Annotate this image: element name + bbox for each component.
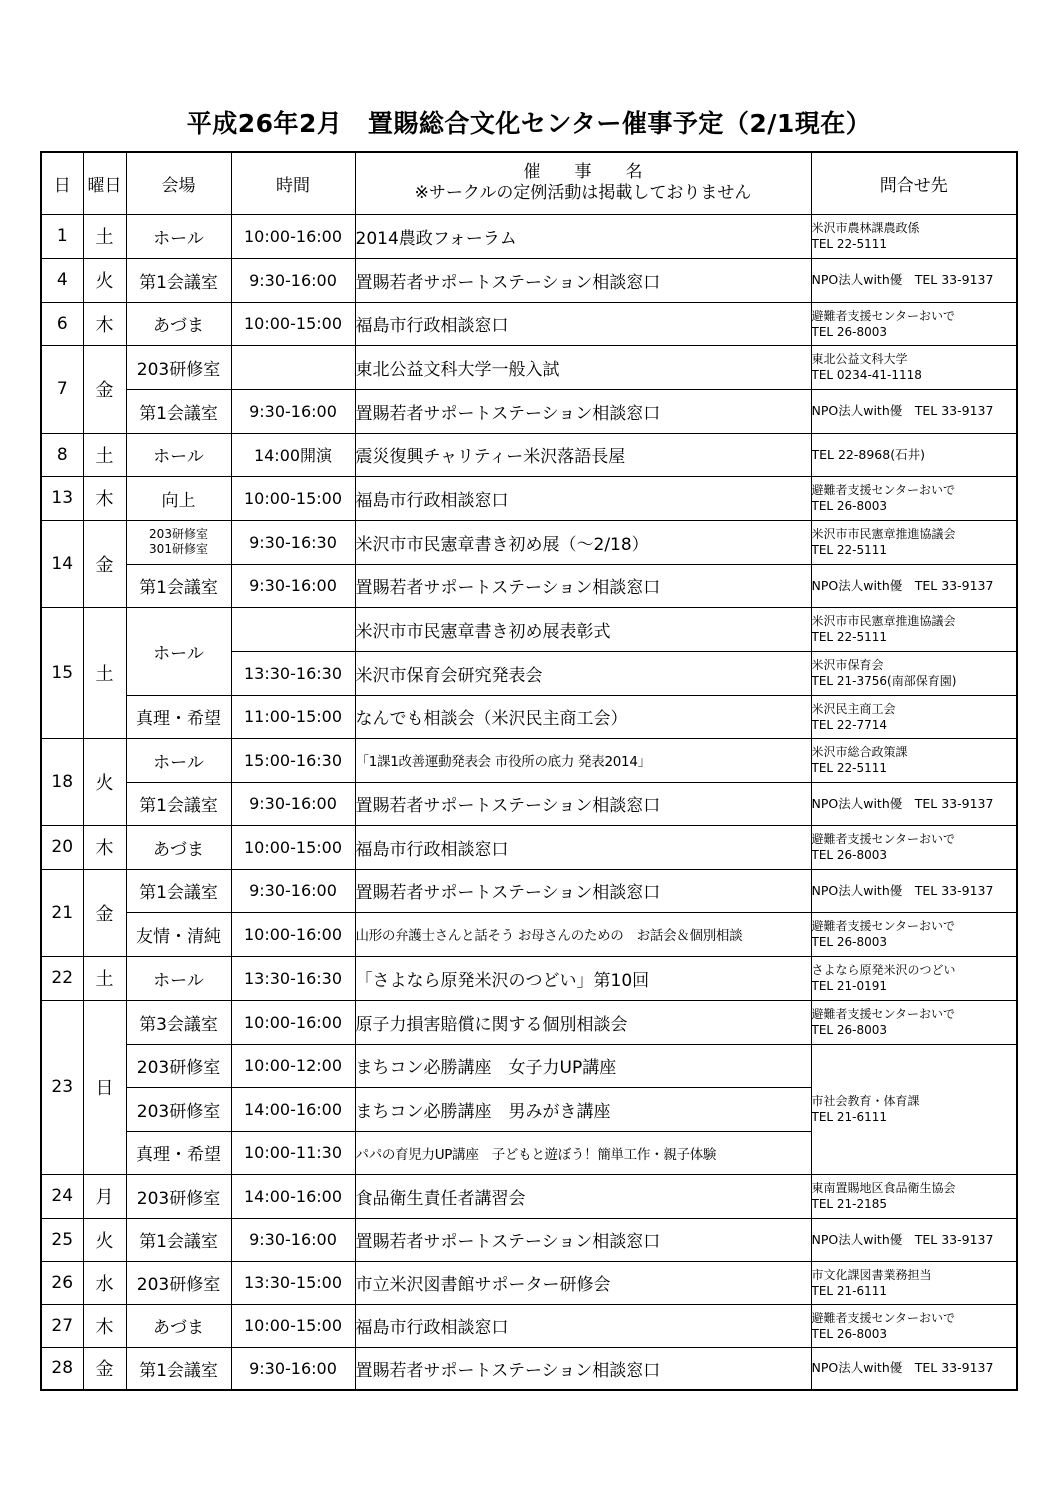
weekday-cell: 金 <box>83 345 126 433</box>
time-cell: 10:00-15:00 <box>231 1304 355 1347</box>
contact-name: 東南置賜地区食品衛生協会 <box>811 1181 956 1195</box>
time-cell: 11:00-15:00 <box>231 695 355 738</box>
event-cell: 原子力損害賠償に関する個別相談会 <box>355 1000 811 1044</box>
event-cell: 置賜若者サポートステーション相談窓口 <box>355 782 811 825</box>
contact-name: 米沢市農林課農政係 <box>811 221 920 235</box>
table-row <box>41 1174 1017 1218</box>
table-row <box>41 1261 1017 1304</box>
venue-cell: 203研修室 <box>126 345 231 389</box>
time-cell: 9:30-16:00 <box>231 1218 355 1261</box>
time-cell: 9:30-16:00 <box>231 258 355 302</box>
contact-cell <box>811 607 1017 651</box>
venue-cell <box>126 520 231 564</box>
event-cell: なんでも相談会（米沢民主商工会） <box>355 695 811 738</box>
weekday-cell: 木 <box>83 1304 126 1347</box>
day-cell: 27 <box>41 1304 83 1347</box>
weekday-cell: 土 <box>83 607 126 738</box>
venue-cell: ホール <box>126 738 231 782</box>
table-row <box>41 912 1017 956</box>
time-cell: 15:00-16:30 <box>231 738 355 782</box>
contact-cell <box>811 214 1017 258</box>
event-cell: 「1課1改善運動発表会 市役所の底力 発表2014」 <box>355 738 811 782</box>
contact-cell <box>811 956 1017 1000</box>
venue-cell: 203研修室 <box>126 1261 231 1304</box>
table-row <box>41 389 1017 433</box>
time-cell: 10:00-16:00 <box>231 214 355 258</box>
contact-cell <box>811 738 1017 782</box>
time-cell <box>231 345 355 389</box>
day-cell: 15 <box>41 607 83 738</box>
contact-cell <box>811 1000 1017 1044</box>
time-cell: 9:30-16:30 <box>231 520 355 564</box>
contact-cell <box>811 1044 1017 1174</box>
contact-cell <box>811 1261 1017 1304</box>
event-cell: 置賜若者サポートステーション相談窓口 <box>355 258 811 302</box>
weekday-cell: 火 <box>83 258 126 302</box>
weekday-cell: 日 <box>83 1000 126 1174</box>
header-weekday: 曜日 <box>83 152 126 214</box>
time-cell: 9:30-16:00 <box>231 1347 355 1390</box>
contact-phone: TEL 22-5111 <box>811 543 888 557</box>
venue-cell: 203研修室 <box>126 1044 231 1087</box>
weekday-cell: 木 <box>83 302 126 345</box>
contact-name: 避難者支援センターおいで <box>811 1007 956 1021</box>
venue-cell: あづま <box>126 302 231 345</box>
contact-phone: TEL 26-8003 <box>811 499 888 513</box>
time-cell: 9:30-16:00 <box>231 389 355 433</box>
contact-name: 米沢市市民憲章推進協議会 <box>811 614 956 628</box>
header-event-title: 催 事 名 <box>523 162 643 183</box>
weekday-cell: 木 <box>83 476 126 520</box>
time-cell: 14:00-16:00 <box>231 1087 355 1131</box>
day-cell: 22 <box>41 956 83 1000</box>
contact-cell: NPO法人with優 TEL 33-9137 <box>811 564 1017 607</box>
venue-cell: 第3会議室 <box>126 1000 231 1044</box>
day-cell: 23 <box>41 1000 83 1174</box>
event-schedule-table <box>40 151 1018 1391</box>
header-day: 日 <box>41 152 83 214</box>
contact-name: 避難者支援センターおいで <box>811 919 956 933</box>
contact-phone: TEL 22-7714 <box>811 717 888 732</box>
contact-cell: NPO法人with優 TEL 33-9137 <box>811 869 1017 912</box>
table-row <box>41 695 1017 738</box>
weekday-cell: 土 <box>83 433 126 476</box>
event-cell: 置賜若者サポートステーション相談窓口 <box>355 869 811 912</box>
day-cell: 21 <box>41 869 83 956</box>
table-row <box>41 564 1017 607</box>
contact-cell <box>811 476 1017 520</box>
contact-cell <box>811 520 1017 564</box>
table-row <box>41 1218 1017 1261</box>
contact-phone: TEL 21-3756(南部保育園) <box>811 674 957 688</box>
header-time: 時間 <box>231 152 355 214</box>
table-row <box>41 825 1017 869</box>
contact-cell: TEL 22-8968(石井) <box>811 433 1017 476</box>
table-row <box>41 1044 1017 1087</box>
day-cell: 8 <box>41 433 83 476</box>
contact-phone: TEL 21-2185 <box>811 1197 888 1211</box>
contact-cell: NPO法人with優 TEL 33-9137 <box>811 1218 1017 1261</box>
table-row <box>41 1304 1017 1347</box>
day-cell: 14 <box>41 520 83 607</box>
event-cell: 置賜若者サポートステーション相談窓口 <box>355 1347 811 1390</box>
table-row <box>41 956 1017 1000</box>
venue-cell: 第1会議室 <box>126 782 231 825</box>
time-cell: 10:00-15:00 <box>231 302 355 345</box>
time-cell <box>231 607 355 651</box>
time-cell: 10:00-11:30 <box>231 1131 355 1174</box>
contact-phone: TEL 0234-41-1118 <box>811 368 922 382</box>
venue-cell: あづま <box>126 1304 231 1347</box>
venue-line: 301研修室 <box>149 542 208 556</box>
time-cell: 14:00開演 <box>231 433 355 476</box>
time-cell: 10:00-16:00 <box>231 1000 355 1044</box>
event-cell: 食品衛生責任者講習会 <box>355 1174 811 1218</box>
venue-line: 203研修室 <box>149 527 208 541</box>
day-cell: 18 <box>41 738 83 825</box>
table-row <box>41 607 1017 651</box>
time-cell: 9:30-16:00 <box>231 564 355 607</box>
event-cell: 東北公益文科大学一般入試 <box>355 345 811 389</box>
time-cell: 13:30-16:30 <box>231 651 355 695</box>
event-cell: 震災復興チャリティー米沢落語長屋 <box>355 433 811 476</box>
weekday-cell: 金 <box>83 1347 126 1390</box>
day-cell: 20 <box>41 825 83 869</box>
venue-cell: ホール <box>126 956 231 1000</box>
contact-cell: NPO法人with優 TEL 33-9137 <box>811 389 1017 433</box>
contact-phone: TEL 21-6111 <box>811 1283 888 1298</box>
contact-phone: TEL 26-8003 <box>811 1023 888 1037</box>
time-cell: 10:00-16:00 <box>231 912 355 956</box>
table-row <box>41 214 1017 258</box>
event-cell: 山形の弁護士さんと話そう お母さんのための お話会＆個別相談 <box>355 912 811 956</box>
contact-name: さよなら原発米沢のつどい <box>811 963 956 977</box>
weekday-cell: 金 <box>83 520 126 607</box>
event-cell: 置賜若者サポートステーション相談窓口 <box>355 1218 811 1261</box>
contact-name: 避難者支援センターおいで <box>811 308 956 323</box>
venue-cell: 友情・清純 <box>126 912 231 956</box>
contact-name: 市社会教育・体育課 <box>811 1094 920 1108</box>
event-cell: 福島市行政相談窓口 <box>355 476 811 520</box>
table-row <box>41 1000 1017 1044</box>
weekday-cell: 月 <box>83 1174 126 1218</box>
contact-phone: TEL 26-8003 <box>811 935 888 949</box>
event-cell: 米沢市市民憲章書き初め展表彰式 <box>355 607 811 651</box>
contact-cell <box>811 912 1017 956</box>
weekday-cell: 金 <box>83 869 126 956</box>
contact-name: 避難者支援センターおいで <box>811 832 956 846</box>
table-row <box>41 433 1017 476</box>
table-row <box>41 520 1017 564</box>
header-row <box>41 152 1017 214</box>
table-row <box>41 258 1017 302</box>
contact-cell <box>811 825 1017 869</box>
table-row <box>41 782 1017 825</box>
time-cell: 13:30-15:00 <box>231 1261 355 1304</box>
event-cell: 「さよなら原発米沢のつどい」第10回 <box>355 956 811 1000</box>
contact-name: 市文化課図書業務担当 <box>811 1267 932 1282</box>
venue-cell: ホール <box>126 607 231 695</box>
page-title: 平成26年2月 置賜総合文化センター催事予定（2/1現在） <box>186 109 872 138</box>
header-event-note: ※サークルの定例活動は掲載しておりません <box>414 183 752 204</box>
event-cell: 置賜若者サポートステーション相談窓口 <box>355 389 811 433</box>
contact-phone: TEL 22-5111 <box>811 630 888 644</box>
table-row <box>41 345 1017 389</box>
venue-cell: 203研修室 <box>126 1174 231 1218</box>
event-cell: 福島市行政相談窓口 <box>355 302 811 345</box>
weekday-cell: 木 <box>83 825 126 869</box>
event-cell: まちコン必勝講座 女子力UP講座 <box>355 1044 811 1087</box>
time-cell: 9:30-16:00 <box>231 869 355 912</box>
contact-phone: TEL 22-5111 <box>811 237 888 251</box>
day-cell: 25 <box>41 1218 83 1261</box>
venue-cell: 第1会議室 <box>126 1347 231 1390</box>
day-cell: 24 <box>41 1174 83 1218</box>
venue-cell: あづま <box>126 825 231 869</box>
day-cell: 28 <box>41 1347 83 1390</box>
contact-phone: TEL 26-8003 <box>811 324 888 339</box>
contact-phone: TEL 21-0191 <box>811 979 888 993</box>
time-cell: 10:00-15:00 <box>231 476 355 520</box>
day-cell: 6 <box>41 302 83 345</box>
contact-name: 米沢市保育会 <box>811 658 884 672</box>
contact-phone: TEL 21-6111 <box>811 1110 888 1124</box>
contact-cell <box>811 651 1017 695</box>
table-row <box>41 302 1017 345</box>
event-cell: 市立米沢図書館サポーター研修会 <box>355 1261 811 1304</box>
contact-cell <box>811 345 1017 389</box>
contact-cell <box>811 695 1017 738</box>
venue-cell: 第1会議室 <box>126 869 231 912</box>
time-cell: 14:00-16:00 <box>231 1174 355 1218</box>
contact-cell <box>811 1174 1017 1218</box>
event-cell: まちコン必勝講座 男みがき講座 <box>355 1087 811 1131</box>
event-cell: 2014農政フォーラム <box>355 214 811 258</box>
venue-cell: 真理・希望 <box>126 695 231 738</box>
time-cell: 10:00-12:00 <box>231 1044 355 1087</box>
venue-cell: 第1会議室 <box>126 1218 231 1261</box>
header-contact: 問合せ先 <box>811 152 1017 214</box>
day-cell: 13 <box>41 476 83 520</box>
venue-cell: 第1会議室 <box>126 389 231 433</box>
venue-cell: ホール <box>126 214 231 258</box>
event-cell: パパの育児力UP講座 子どもと遊ぼう！簡単工作・親子体験 <box>355 1131 811 1174</box>
contact-cell <box>811 302 1017 345</box>
event-cell: 福島市行政相談窓口 <box>355 1304 811 1347</box>
contact-cell <box>811 1304 1017 1347</box>
contact-cell: NPO法人with優 TEL 33-9137 <box>811 1347 1017 1390</box>
table-row <box>41 476 1017 520</box>
venue-cell: ホール <box>126 433 231 476</box>
contact-phone: TEL 26-8003 <box>811 848 888 862</box>
weekday-cell: 土 <box>83 956 126 1000</box>
time-cell: 10:00-15:00 <box>231 825 355 869</box>
venue-cell: 203研修室 <box>126 1087 231 1131</box>
event-cell: 米沢市保育会研究発表会 <box>355 651 811 695</box>
contact-name: 避難者支援センターおいで <box>811 483 956 497</box>
day-cell: 26 <box>41 1261 83 1304</box>
table-row <box>41 1347 1017 1390</box>
day-cell: 4 <box>41 258 83 302</box>
event-cell: 福島市行政相談窓口 <box>355 825 811 869</box>
contact-phone: TEL 22-5111 <box>811 761 888 775</box>
time-cell: 9:30-16:00 <box>231 782 355 825</box>
contact-cell: NPO法人with優 TEL 33-9137 <box>811 258 1017 302</box>
header-event <box>355 152 811 214</box>
weekday-cell: 水 <box>83 1261 126 1304</box>
header-venue: 会場 <box>126 152 231 214</box>
contact-cell: NPO法人with優 TEL 33-9137 <box>811 782 1017 825</box>
contact-name: 避難者支援センターおいで <box>811 1310 956 1325</box>
contact-phone: TEL 26-8003 <box>811 1326 888 1341</box>
weekday-cell: 土 <box>83 214 126 258</box>
event-cell: 米沢市市民憲章書き初め展（～2/18） <box>355 520 811 564</box>
contact-name: 米沢市市民憲章推進協議会 <box>811 527 956 541</box>
weekday-cell: 火 <box>83 738 126 825</box>
venue-cell: 第1会議室 <box>126 564 231 607</box>
contact-name: 米沢民主商工会 <box>811 701 896 716</box>
event-cell: 置賜若者サポートステーション相談窓口 <box>355 564 811 607</box>
venue-cell: 向上 <box>126 476 231 520</box>
contact-name: 米沢市総合政策課 <box>811 745 908 759</box>
contact-name: 東北公益文科大学 <box>811 352 908 366</box>
table-row <box>41 869 1017 912</box>
weekday-cell: 火 <box>83 1218 126 1261</box>
time-cell: 13:30-16:30 <box>231 956 355 1000</box>
day-cell: 7 <box>41 345 83 433</box>
table-row <box>41 738 1017 782</box>
venue-cell: 第1会議室 <box>126 258 231 302</box>
day-cell: 1 <box>41 214 83 258</box>
venue-cell: 真理・希望 <box>126 1131 231 1174</box>
